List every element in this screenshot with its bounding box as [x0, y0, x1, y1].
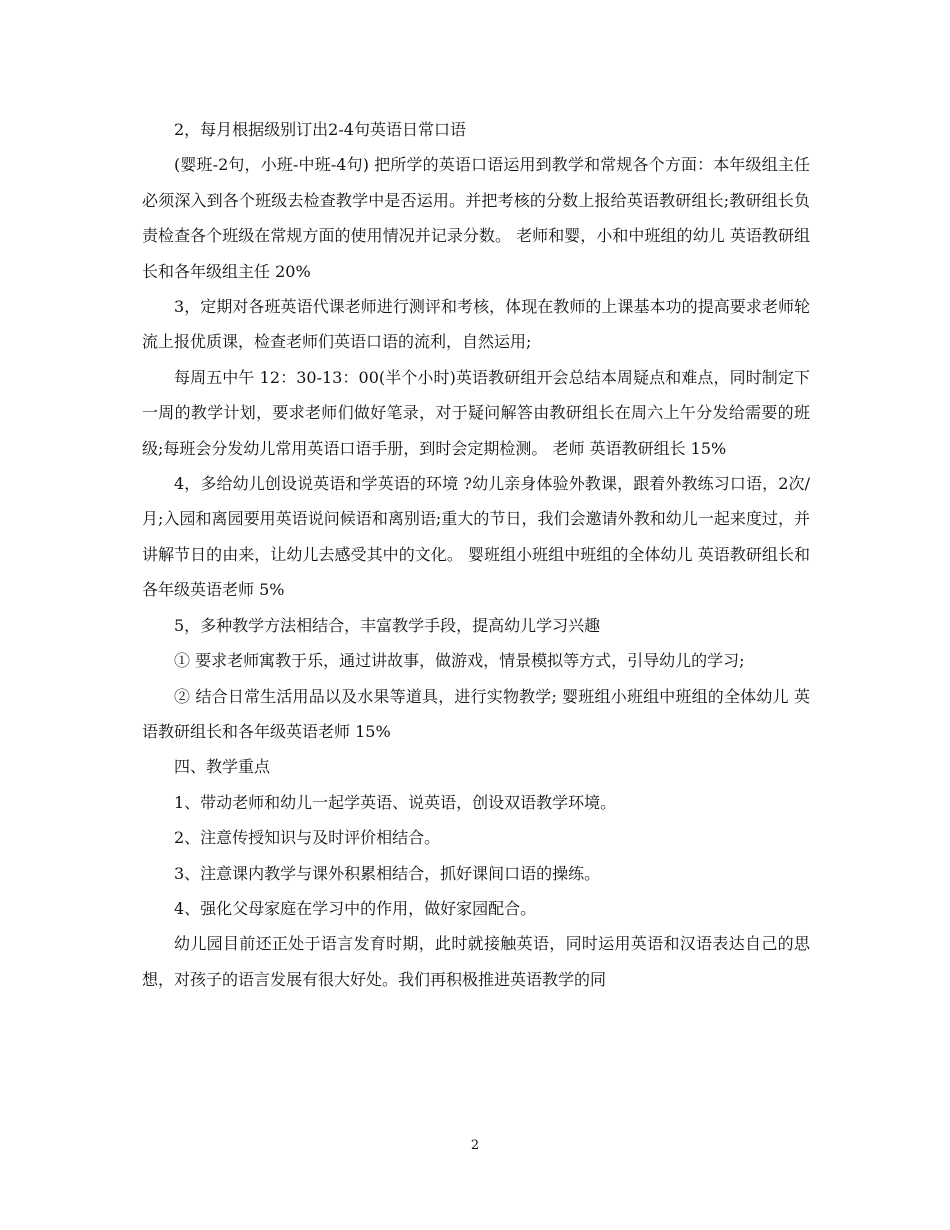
paragraph: 3，定期对各班英语代课老师进行测评和考核，体现在教师的上课基本功的提高要求老师轮流上报优质课，检查老师们英语口语的流利，自然运用; — [142, 297, 810, 352]
paragraph: ② 结合日常生活用品以及水果等道具，进行实物教学; 婴班组小班组中班组的全体幼儿 英语教研组长和各年级英语老师 15% — [142, 686, 810, 741]
paragraph: 每周五中午 12：30-13：00(半个小时)英语教研组开会总结本周疑点和难点，同时制定下一周的教学计划，要求老师们做好笔录，对于疑问解答由教研组长在周六上午分发给需要的班级;每班会分发幼儿常用英语口语手册，到时会定期检测。 老师 英语教研组长 15% — [142, 367, 810, 458]
paragraph: 2，每月根据级别订出2-4句英语日常口语 — [174, 120, 466, 139]
paragraph: (婴班-2句，小班-中班-4句) 把所学的英语口语运用到教学和常规各个方面：本年级组主任必须深入到各个班级去检查教学中是否运用。并把考核的分数上报给英语教研组长;教研组长负责检查各个班级在常规方面的使用情况并记录分数。 老师和婴，小和中班组的幼儿 英语教研组长和各年级组主任 20% — [142, 155, 810, 281]
paragraph: 1、带动老师和幼儿一起学英语、说英语，创设双语教学环境。 — [174, 792, 617, 812]
document-body — [142, 112, 810, 997]
section-heading: 四、教学重点 — [174, 757, 271, 777]
paragraph: 3、注意课内教学与课外积累相结合，抓好课间口语的操练。 — [174, 863, 601, 883]
paragraph: 4、强化父母家庭在学习中的作用，做好家园配合。 — [174, 898, 537, 918]
page-number: 2 — [470, 1138, 480, 1153]
paragraph: 4，多给幼儿创设说英语和学英语的环境 ?幼儿亲身体验外教课，跟着外教练习口语，2次/月;入园和离园要用英语说问候语和离别语;重大的节日，我们会邀请外教和幼儿一起来度过，并讲解节日的由来，让幼儿去感受其中的文化。 婴班组小班组中班组的全体幼儿 英语教研组长和各年级英语老师 5% — [142, 474, 810, 600]
paragraph: 2、注意传授知识与及时评价相结合。 — [174, 828, 441, 848]
paragraph: 5，多种教学方法相结合，丰富教学手段，提高幼儿学习兴趣 — [174, 615, 601, 635]
paragraph: ① 要求老师寓教于乐，通过讲故事，做游戏，情景模拟等方式，引导幼儿的学习; — [174, 651, 745, 671]
paragraph: 幼儿园目前还正处于语言发育时期，此时就接触英语，同时运用英语和汉语表达自己的思想，对孩子的语言发展有很大好处。我们再积极推进英语教学的同 — [142, 934, 810, 989]
